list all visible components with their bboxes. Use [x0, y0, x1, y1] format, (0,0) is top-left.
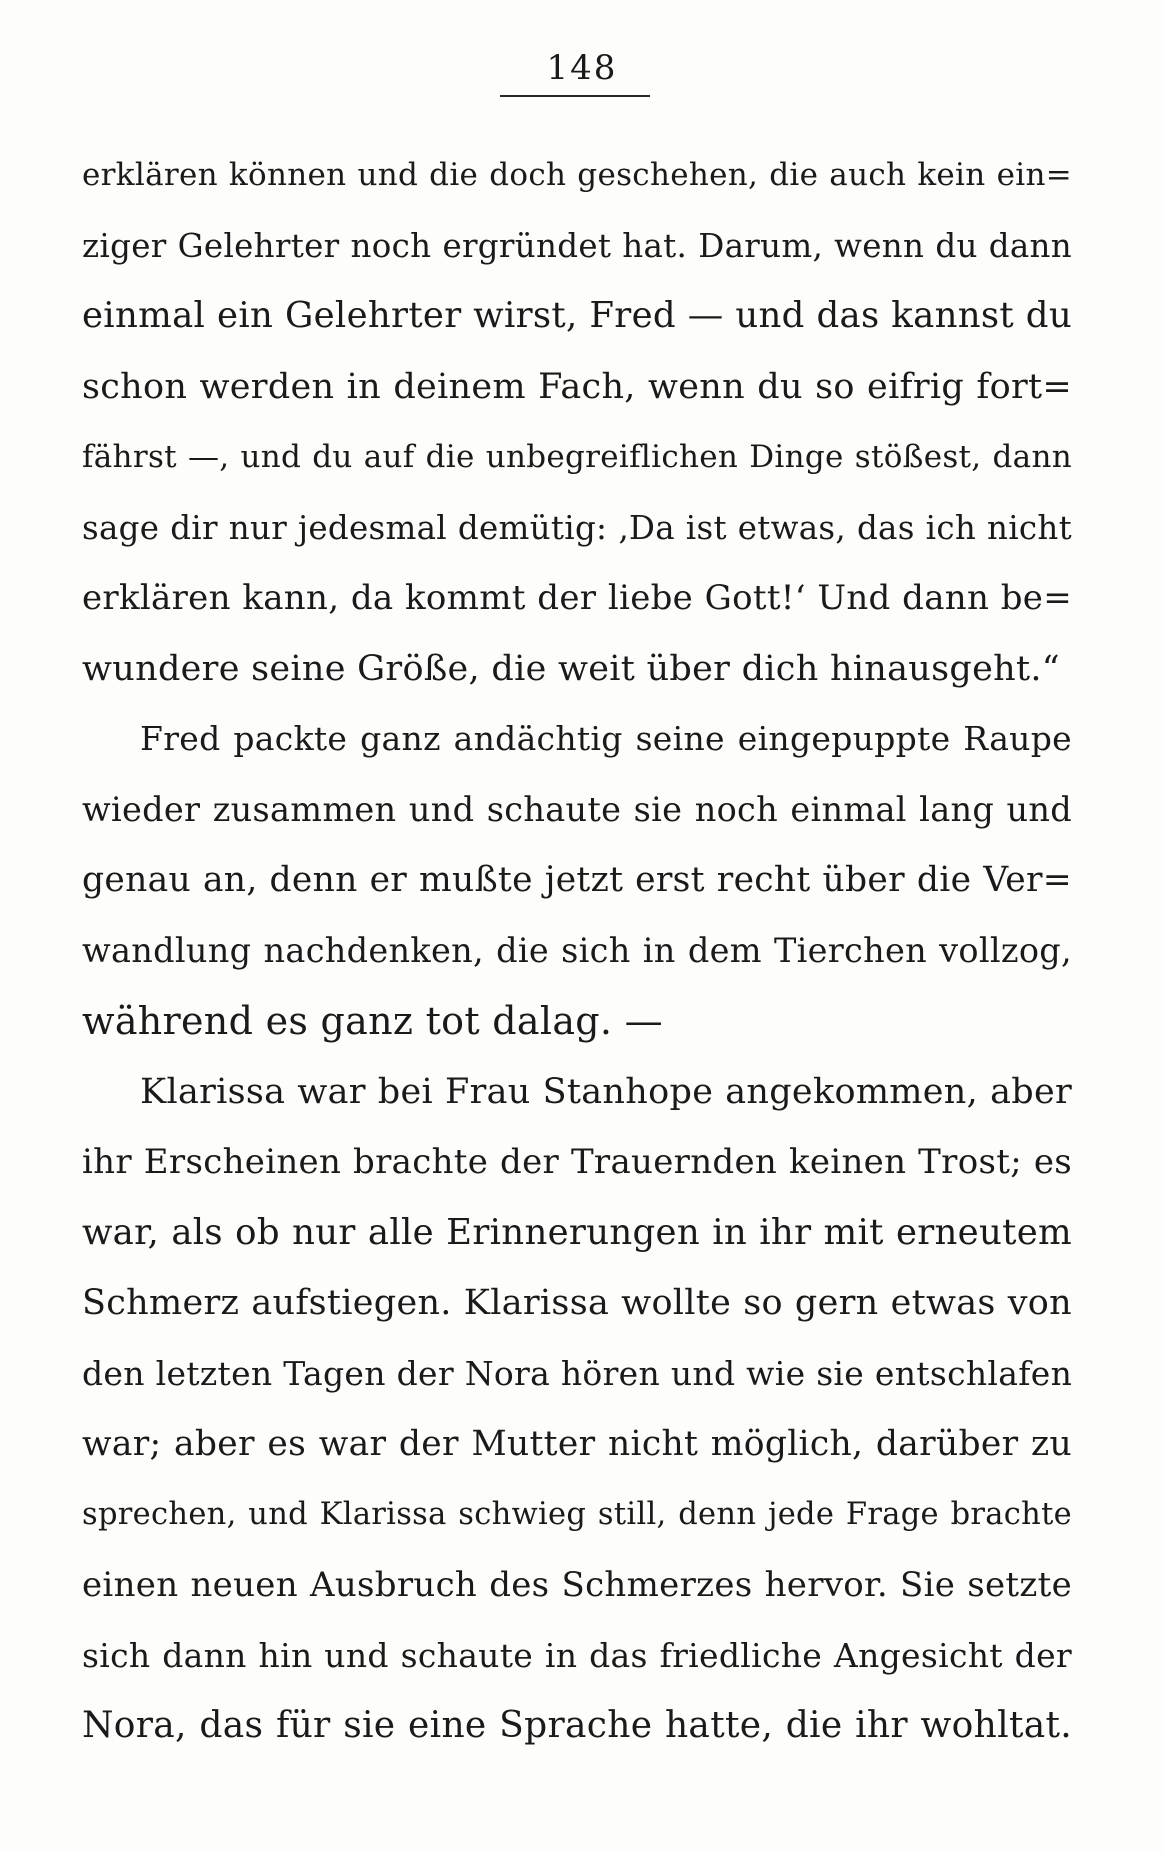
text-line: Schmerz aufstiegen. Klarissa wollte so gern etwas von	[82, 1283, 1072, 1323]
text-line: erklären können und die doch geschehen, die auch kein ein=	[82, 157, 1072, 193]
text-line: während es ganz tot dalag. —	[82, 999, 663, 1043]
text-line: erklären kann, da kommt der liebe Gott!‘ Und dann be=	[82, 578, 1072, 618]
text-line: den letzten Tagen der Nora hören und wie sie entschlafen	[82, 1353, 1073, 1393]
page-number: 148	[546, 48, 618, 88]
text-line: schon werden in deinem Fach, wenn du so eifrig fort=	[82, 366, 1072, 407]
text-line: Nora, das für sie eine Sprache hatte, die ihr wohltat.	[82, 1705, 1072, 1746]
text-line: genau an, denn er mußte jetzt erst recht über die Ver=	[82, 860, 1072, 900]
text-line: wundere seine Größe, die weit über dich hinausgeht.“	[82, 648, 1060, 689]
text-line: fährst —, und du auf die unbegreiflichen Dinge stößest, dann	[82, 439, 1072, 475]
page-number-rule	[500, 95, 650, 97]
text-line: sich dann hin und schaute in das friedliche Angesicht der	[82, 1635, 1072, 1675]
text-line: war, als ob nur alle Erinnerungen in ihr mit erneutem	[82, 1211, 1072, 1253]
text-line: wandlung nachdenken, die sich in dem Tierchen vollzog,	[82, 930, 1072, 970]
text-line: sprechen, und Klarissa schwieg still, denn jede Frage brachte	[82, 1496, 1072, 1532]
text-line: einen neuen Ausbruch des Schmerzes hervor. Sie setzte	[82, 1565, 1072, 1605]
text-line: einmal ein Gelehrter wirst, Fred — und das kannst du	[82, 295, 1072, 336]
text-line: sage dir nur jedesmal demütig: ‚Da ist etwas, das ich nicht	[82, 508, 1072, 547]
body-text	[82, 140, 1072, 1762]
text-line: war; aber es war der Mutter nicht möglich, darüber zu	[82, 1424, 1072, 1464]
text-line: Fred packte ganz andächtig seine eingepuppte Raupe	[140, 719, 1072, 758]
text-line: wieder zusammen und schaute sie noch einmal lang und	[82, 789, 1072, 829]
text-line: ihr Erscheinen brachte der Trauernden keinen Trost; es	[82, 1142, 1072, 1182]
text-line: Klarissa war bei Frau Stanhope angekommen, aber	[140, 1071, 1072, 1112]
text-line: ziger Gelehrter noch ergründet hat. Darum, wenn du dann	[82, 226, 1072, 265]
